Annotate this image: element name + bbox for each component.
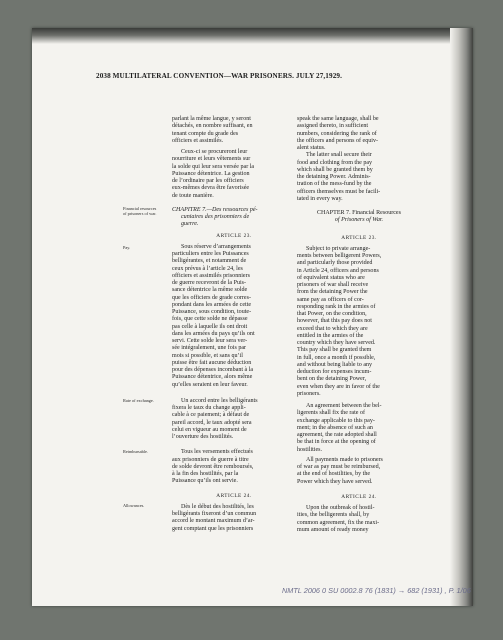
- text-line: numbers, considering the rank of: [297, 130, 377, 137]
- text-line: which shall be granted them by: [297, 166, 373, 173]
- text-line: ment; in the absence of such an: [297, 424, 373, 431]
- text-line: Puissance détentrice, alors même: [172, 374, 253, 381]
- text-line: particuliers entre les Puissances: [172, 251, 249, 257]
- text-line: officers themselves must be facili-: [297, 188, 381, 195]
- text-line: gent comptant que les prisonniers: [172, 525, 254, 532]
- text-line: same pay as officers of cor-: [297, 296, 364, 303]
- text-line: sance détentrice la même solde: [172, 287, 248, 294]
- text-line: Un accord entre les belligérants: [181, 397, 258, 404]
- fr-chapter-heading: [172, 207, 296, 229]
- text-line: pondant dans les armées de cette: [172, 301, 252, 308]
- text-line: ligerents shall fix the rate of: [297, 410, 366, 417]
- margin-note-line: of prisoners of war.: [123, 211, 157, 216]
- text-line: nourriture et leurs vêtements sur: [172, 156, 251, 163]
- text-line: All payments made to prisoners: [306, 456, 383, 463]
- text-line: Puissance détentrice. La gestion: [172, 170, 250, 177]
- text-line: de l’ordinaire par les officiers: [172, 178, 244, 184]
- text-line: mum amount of ready money: [297, 526, 369, 533]
- text-line: ments between belligerent Powers,: [297, 253, 382, 259]
- text-line: responding rank in the armies of: [297, 303, 376, 310]
- fr-para-officers: [172, 116, 296, 145]
- margin-note-pay: Pay.: [123, 245, 131, 250]
- text-line: officiers et assimilés prisonniers: [172, 272, 250, 279]
- text-line: pas celle à laquelle ils ont droit: [172, 323, 248, 330]
- fr-art23-para2: [172, 398, 296, 442]
- text-line: officiers et assimilés.: [172, 137, 224, 144]
- text-line: even when they are in favor of the: [297, 383, 380, 390]
- text-line: que les officiers de grade corres-: [172, 294, 251, 301]
- text-line: hostilities.: [297, 446, 323, 453]
- text-line: entitled in the armies of the: [297, 332, 364, 339]
- text-line: of equivalent status who are: [297, 274, 365, 281]
- page-spine-shadow: [450, 28, 473, 606]
- en-article-23-title: ARTICLE 23.: [341, 234, 377, 241]
- text-line: The latter snall secure their: [306, 152, 372, 159]
- text-line: de toute manière.: [172, 192, 214, 199]
- archive-handwritten-annotation: NMTL 2006 0 SU 0002.8 76 (1831) → 682 (1931) , P. 1/06: [282, 586, 471, 595]
- margin-note-allowances: Allowances.: [123, 503, 145, 508]
- text-line: Puissance, sous condition, toute-: [172, 309, 252, 315]
- fr-article-23-title: ARTICLE 23.: [216, 232, 252, 239]
- text-line: from the detaining Power the: [297, 289, 368, 296]
- running-head: 2038 MULTILATERAL CONVENTION—WAR PRISONERS. JULY 27,1929.: [96, 72, 342, 80]
- text-line: agreement, the rate adopted shall: [297, 432, 377, 438]
- en-para-officers: [297, 116, 421, 152]
- text-line: common agreement, fix the maxi-: [297, 519, 380, 526]
- margin-note-rate: Rate of exchange.: [123, 398, 154, 403]
- en-chapter-heading: [297, 210, 421, 225]
- text-line: aux prisonniers de guerre à titre: [172, 456, 249, 463]
- text-line: puisse être fait aucune déduction: [172, 359, 252, 366]
- en-article-24-title: ARTICLE 24.: [341, 493, 377, 500]
- text-line: sée intégralement, une fois par: [172, 345, 247, 352]
- text-line: the detaining Power. Adminis-: [297, 174, 371, 180]
- fr-art23-para3: [172, 449, 296, 485]
- text-line: cuniaires des prisonniers de: [181, 214, 250, 220]
- text-line: belligérants fixeront d’un commun: [172, 511, 257, 517]
- text-line: Subject to private arrange-: [306, 245, 371, 252]
- text-line: dans les armées du pays qu’ils ont: [172, 330, 255, 337]
- text-line: prisoners of war shall receive: [297, 282, 369, 288]
- text-line: deduction for expenses incum-: [297, 369, 372, 375]
- text-line: pour des dépenses incombant à la: [172, 367, 254, 373]
- en-art23-para2: [297, 403, 421, 454]
- fr-art23-para1: [172, 244, 296, 389]
- text-line: assigned thereto, in sufficient: [297, 123, 369, 130]
- text-line: speak the same language, shall be: [297, 116, 379, 122]
- fr-para-food: [172, 149, 296, 200]
- fr-art24-para1: [172, 504, 296, 533]
- text-line: that Power, on the condition,: [297, 311, 367, 317]
- fr-article-24-title: ARTICLE 24.: [216, 492, 252, 499]
- text-line: and without being liable to any: [297, 361, 373, 368]
- text-line: CHAPITRE 7.—Des ressources pé-: [172, 206, 258, 213]
- text-line: food and clothing from the pay: [297, 159, 373, 166]
- text-line: fixera le taux du change appli-: [172, 405, 246, 411]
- text-line: accord le montant maximum d’ar-: [172, 518, 255, 525]
- text-line: however, that this pay does not: [297, 318, 372, 325]
- en-para-food: [297, 152, 421, 203]
- margin-note-line: Financial resources: [123, 206, 157, 211]
- text-line: the officers and persons of equiv-: [297, 137, 378, 144]
- text-line: of war as pay must be reimbursed,: [297, 464, 381, 470]
- text-line: qu’elles seraient en leur faveur.: [172, 381, 248, 388]
- text-line: à la fin des hostilités, par la: [172, 471, 239, 477]
- text-line: alent status.: [297, 145, 326, 151]
- text-line: de guerre recevront de la Puis-: [172, 280, 247, 286]
- text-line: Upon the outbreak of hostil-: [306, 505, 375, 511]
- text-line: in full, once a month if possible,: [297, 354, 376, 361]
- en-art23-para3: [297, 457, 421, 486]
- text-line: fois, que cette solde ne dépasse: [172, 316, 248, 323]
- text-line: bent on the detaining Power,: [297, 376, 367, 383]
- text-line: celui en vigueur au moment de: [172, 426, 247, 433]
- french-column: [172, 116, 296, 533]
- margin-note-reimbursable: Reimbursable.: [123, 449, 148, 454]
- margin-note-financial: [123, 206, 156, 216]
- text-line: tration of the mess-fund by the: [297, 181, 372, 188]
- text-line: Puissance qu’ils ont servie.: [172, 478, 238, 485]
- text-line: détachés, en nombre suffisant, en: [172, 123, 253, 130]
- text-line: parlant la même langue, y seront: [172, 116, 251, 122]
- text-line: An agreement between the bel-: [306, 403, 382, 409]
- text-line: mois si possible, et sans qu’il: [172, 352, 243, 359]
- text-line: country which they have served.: [297, 340, 376, 346]
- text-line: exceed that to which they are: [297, 325, 368, 332]
- text-line: Tous les versements effectués: [181, 449, 253, 456]
- text-line: in Article 24, officers and persons: [297, 267, 379, 274]
- text-line: tenant compte du grade des: [172, 130, 239, 137]
- text-line: at the end of hostilities, by the: [297, 471, 371, 478]
- text-line: eux-mêmes devra être favorisée: [172, 185, 250, 192]
- text-line: la solde qui leur sera versée par la: [172, 163, 255, 170]
- text-line: ities, the belligerents shall, by: [297, 512, 370, 519]
- text-line: exchange applicable to this pay-: [297, 417, 375, 424]
- text-line: belligérantes, et notamment de: [172, 258, 247, 265]
- text-line: servi. Cette solde leur sera ver-: [172, 338, 248, 344]
- text-line: ceux prévus à l’article 24, les: [172, 265, 243, 272]
- text-line: pareil accord, le taux adopté sera: [172, 419, 252, 426]
- text-line: cable à ce paiement; à défaut de: [172, 412, 250, 419]
- text-line: Dès le début des hostilités, les: [181, 503, 254, 510]
- text-line: l’ouverture des hostilités.: [172, 434, 234, 440]
- text-line: guerre.: [181, 221, 199, 228]
- text-line: Power which they have served.: [297, 478, 373, 485]
- text-line: prisoners.: [297, 390, 321, 397]
- text-line: This pay shall be granted them: [297, 347, 372, 354]
- text-line: de solde devront être remboursés,: [172, 463, 254, 470]
- text-line: and particularly those provided: [297, 260, 373, 267]
- text-line: CHAPTER 7. Financial Resources: [317, 210, 401, 216]
- text-line: Sous réserve d’arrangements: [181, 243, 251, 250]
- en-art23-para1: [297, 246, 421, 398]
- text-line: be that in force at the opening of: [297, 439, 376, 446]
- en-art24-para1: [297, 505, 421, 534]
- text-line: of Prisoners of War.: [334, 217, 384, 224]
- text-line: tated in every way.: [297, 195, 343, 202]
- text-line: Ceux-ci se procureront leur: [181, 149, 248, 155]
- page-top-shadow: [32, 28, 473, 44]
- english-column: [297, 116, 421, 534]
